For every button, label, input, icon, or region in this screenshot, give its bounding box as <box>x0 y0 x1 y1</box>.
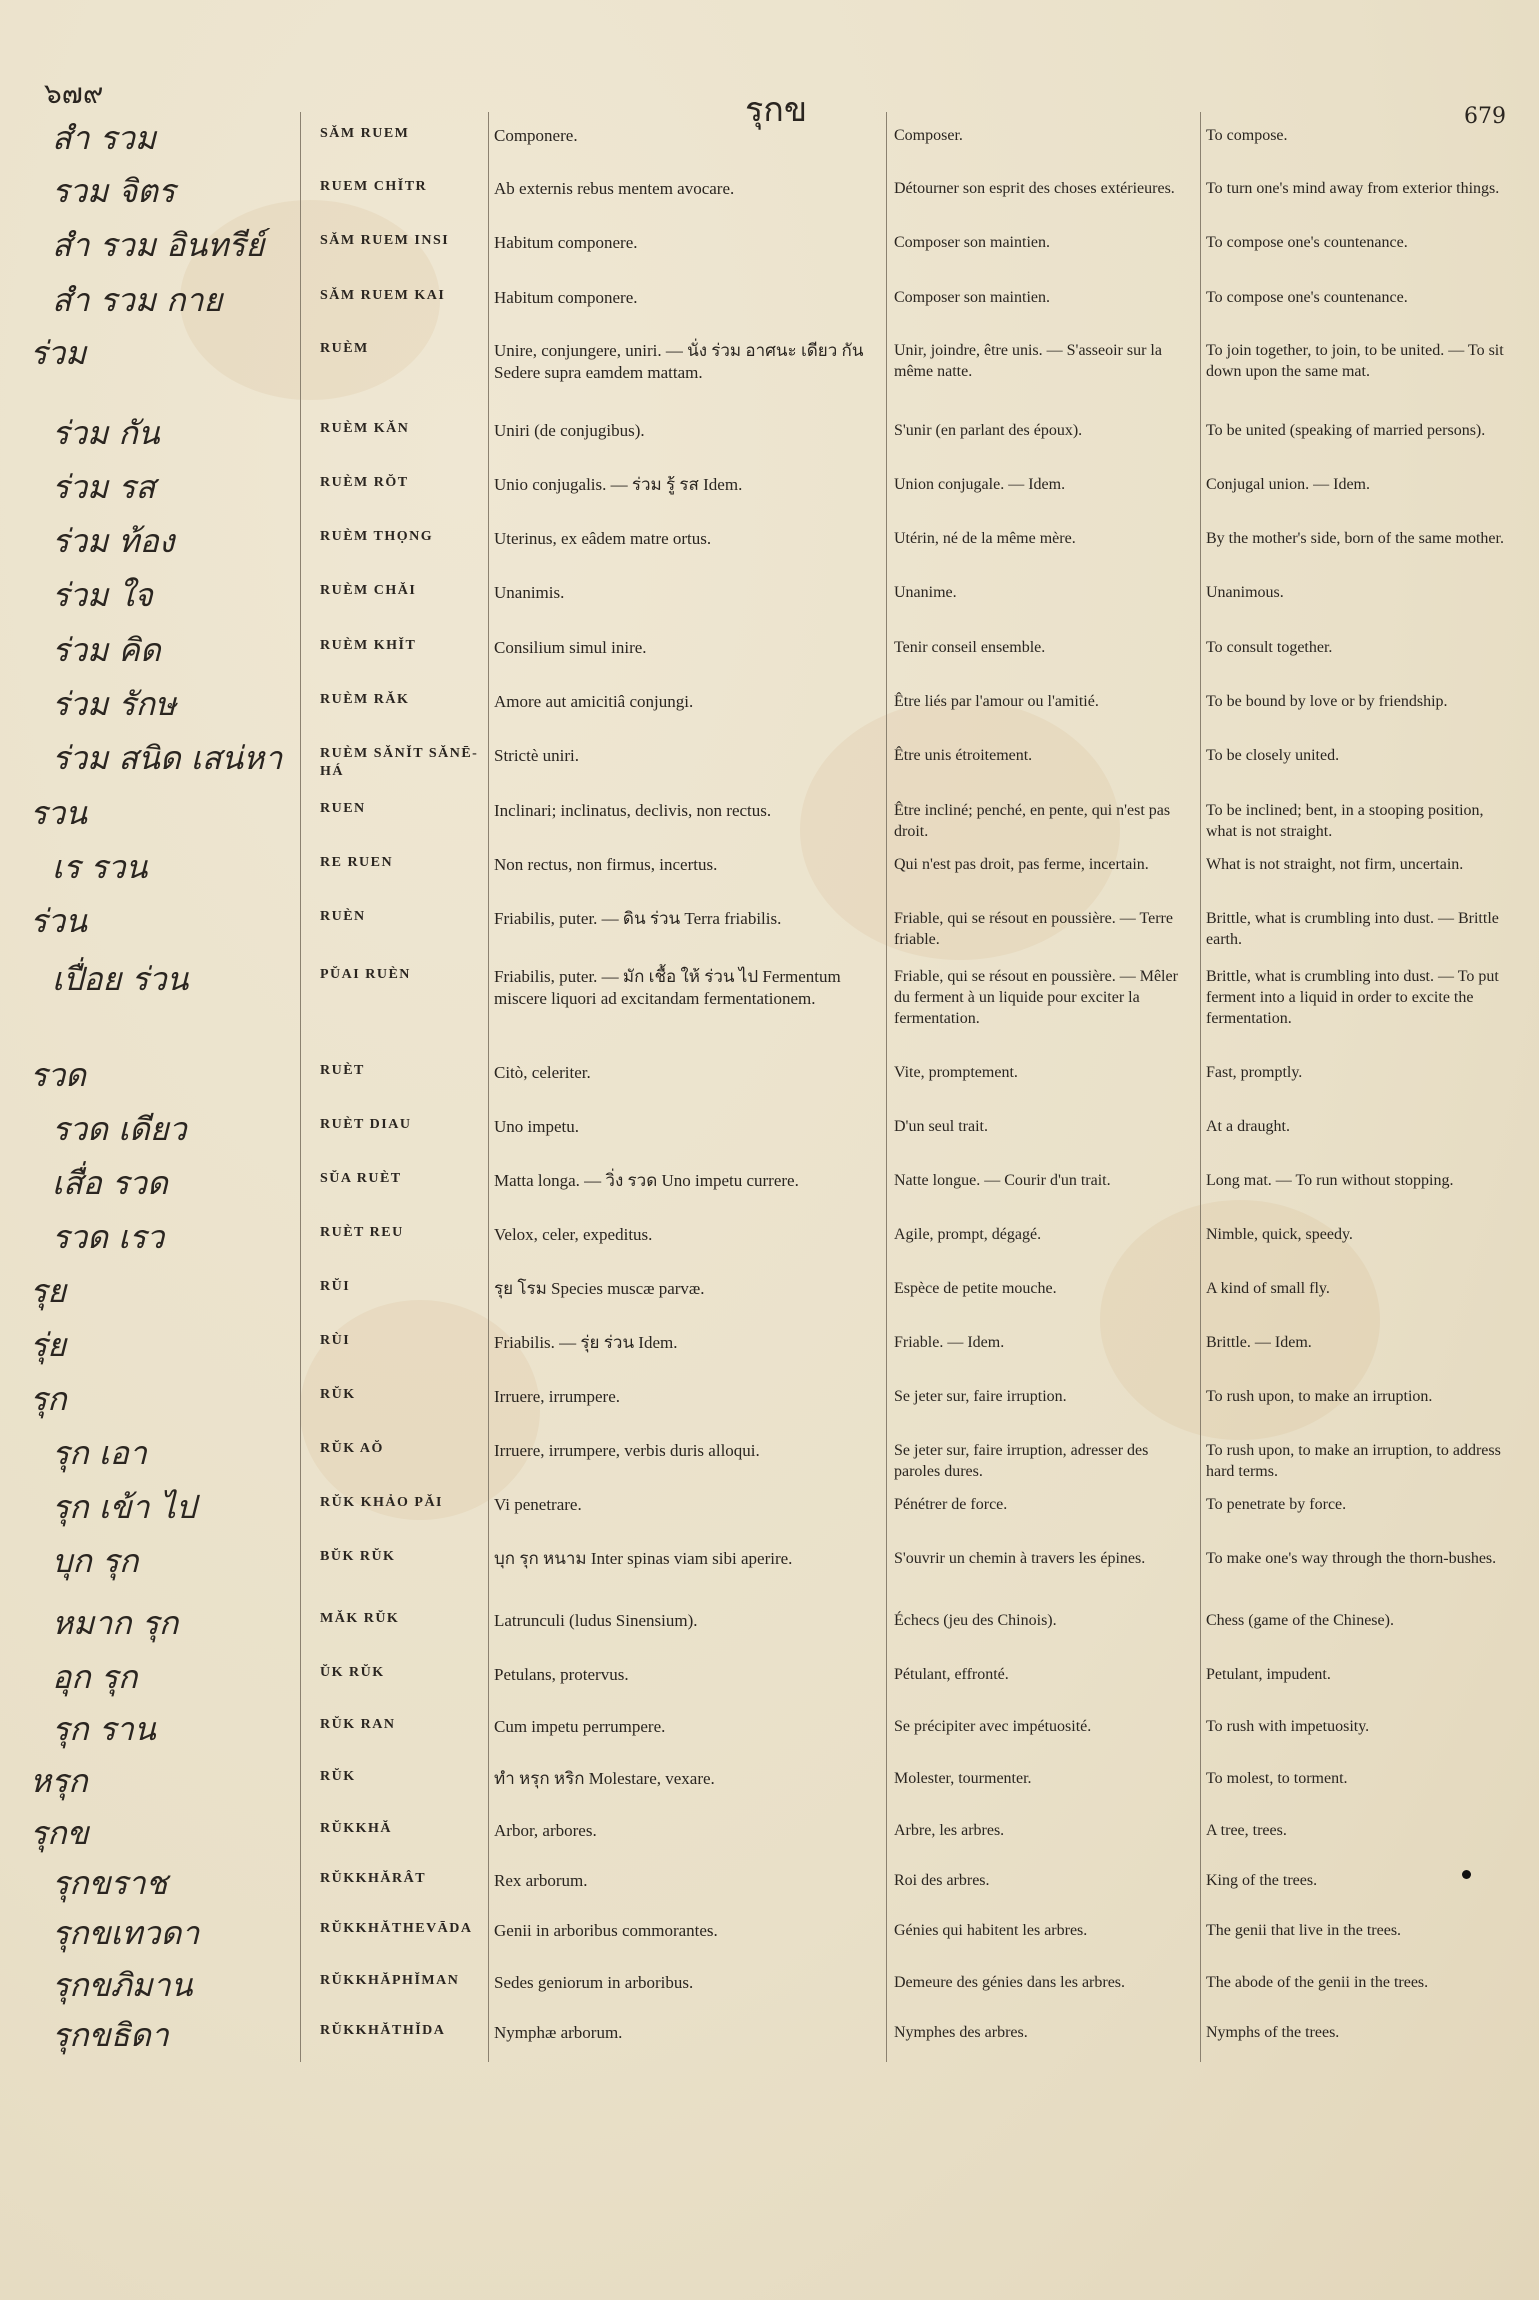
french-definition: Natte longue. — Courir d'un trait. <box>894 1172 1111 1189</box>
french-definition: Unanime. <box>894 584 957 601</box>
thai-headword: รุ่ย <box>30 1326 66 1364</box>
romanization: SǍM RUEM <box>320 126 410 141</box>
thai-headword: รุกขธิดา <box>52 2016 169 2054</box>
french-definition: Échecs (jeu des Chinois). <box>894 1612 1057 1629</box>
english-definition: Chess (game of the Chinese). <box>1206 1612 1394 1629</box>
romanization: RUÈM RǍK <box>320 692 410 707</box>
thai-headword: รวด <box>30 1056 86 1094</box>
thai-headword: รวม จิตร <box>52 172 176 210</box>
french-definition: Qui n'est pas droit, pas ferme, incertain. <box>894 856 1149 873</box>
thai-headword: รวด เรว <box>52 1218 165 1256</box>
english-definition: Brittle, what is crumbling into dust. — Brittle earth. <box>1206 910 1499 948</box>
romanization: RUÈN <box>320 909 366 924</box>
romanization: RŬI <box>320 1279 351 1294</box>
latin-definition: Amore aut amicitiâ conjungi. <box>494 692 694 711</box>
latin-definition: Uterinus, ex eâdem matre ortus. <box>494 529 712 548</box>
latin-definition: Rex arborum. <box>494 1871 588 1890</box>
latin-definition: Nymphæ arborum. <box>494 2023 623 2042</box>
romanization: RUÈM CHǍI <box>320 583 417 598</box>
thai-headword: สำ รวม กาย <box>52 281 223 319</box>
thai-headword: บุก รุก <box>52 1542 139 1580</box>
english-definition: To be inclined; bent, in a stooping position, what is not straight. <box>1206 802 1484 840</box>
french-definition: Composer son maintien. <box>894 234 1050 251</box>
english-definition: To join together, to join, to be united. — To sit down upon the same mat. <box>1206 342 1504 380</box>
latin-definition: Matta longa. — วิ่ง รวด Uno impetu currere. <box>494 1171 799 1190</box>
latin-definition: Irruere, irrumpere, verbis duris alloqui. <box>494 1441 760 1460</box>
english-definition: To rush upon, to make an irruption, to address hard terms. <box>1206 1442 1501 1480</box>
thai-headword: รุย <box>30 1272 66 1310</box>
romanization: SǍM RUEM KAI <box>320 288 446 303</box>
english-definition: To be closely united. <box>1206 747 1340 764</box>
french-definition: Se précipiter avec impétuosité. <box>894 1718 1092 1735</box>
french-definition: D'un seul trait. <box>894 1118 988 1135</box>
english-definition: A tree, trees. <box>1206 1822 1287 1839</box>
latin-definition: Velox, celer, expeditus. <box>494 1225 653 1244</box>
latin-definition: Ab externis rebus mentem avocare. <box>494 179 735 198</box>
thai-headword: รุก <box>30 1380 67 1418</box>
english-definition: Nymphs of the trees. <box>1206 2024 1340 2041</box>
romanization: RUÈM THỌNG <box>320 529 434 544</box>
romanization: RUÈM RŎT <box>320 475 409 490</box>
column-rule <box>488 112 489 2062</box>
french-definition: Friable. — Idem. <box>894 1334 1005 1351</box>
english-definition: At a draught. <box>1206 1118 1290 1135</box>
latin-definition: Friabilis, puter. — ดิน ร่วน Terra friabilis. <box>494 909 782 928</box>
romanization: RŬKKHĂ <box>320 1821 392 1836</box>
thai-headword: ร่วม ท้อง <box>52 522 175 560</box>
thai-headword: ร่วม รส <box>52 468 156 506</box>
thai-headword: รุก เอา <box>52 1434 147 1472</box>
french-definition: Être unis étroitement. <box>894 747 1033 764</box>
latin-definition: Unanimis. <box>494 583 565 602</box>
romanization: RUÈM KHǏT <box>320 638 417 653</box>
english-definition: To make one's way through the thorn-bushes. <box>1206 1550 1497 1567</box>
english-definition: Long mat. — To run without stopping. <box>1206 1172 1454 1189</box>
french-definition: Tenir conseil ensemble. <box>894 639 1046 656</box>
english-definition: Brittle, what is crumbling into dust. — To put ferment into a liquid in order to excite the fermentation. <box>1206 968 1499 1027</box>
french-definition: S'unir (en parlant des époux). <box>894 422 1083 439</box>
latin-definition: Componere. <box>494 126 578 145</box>
thai-headword: หรุก <box>30 1762 88 1800</box>
romanization: RUÈM <box>320 341 369 356</box>
column-rule <box>886 112 887 2062</box>
romanization: RŬK <box>320 1387 356 1402</box>
latin-definition: Uno impetu. <box>494 1117 579 1136</box>
english-definition: To molest, to torment. <box>1206 1770 1348 1787</box>
romanization: RŬKKHĂRÂT <box>320 1871 427 1886</box>
english-definition: To rush with impetuosity. <box>1206 1718 1370 1735</box>
thai-headword: ร่วม ใจ <box>52 576 153 614</box>
french-definition: Arbre, les arbres. <box>894 1822 1005 1839</box>
latin-definition: Strictè uniri. <box>494 746 579 765</box>
french-definition: Demeure des génies dans les arbres. <box>894 1974 1126 1991</box>
french-definition: Se jeter sur, faire irruption. <box>894 1388 1067 1405</box>
french-definition: Friable, qui se résout en poussière. — Terre friable. <box>894 910 1173 948</box>
english-definition: Conjugal union. — Idem. <box>1206 476 1370 493</box>
latin-definition: Habitum componere. <box>494 233 638 252</box>
french-definition: Unir, joindre, être unis. — S'asseoir sur la même natte. <box>894 342 1162 380</box>
english-definition: Unanimous. <box>1206 584 1284 601</box>
romanization: RE RUEN <box>320 855 394 870</box>
english-definition: The abode of the genii in the trees. <box>1206 1974 1429 1991</box>
english-definition: King of the trees. <box>1206 1872 1318 1889</box>
thai-headword: รวด เดียว <box>52 1110 187 1148</box>
latin-definition: Vi penetrare. <box>494 1495 582 1514</box>
latin-definition: ทำ หรุก หริก Molestare, vexare. <box>494 1769 715 1788</box>
romanization: RŬKKHĂTHǏDA <box>320 2023 446 2038</box>
latin-definition: Unire, conjungere, uniri. — นั่ง ร่วม อาศนะ เดียว กัน Sedere supra eamdem mattam. <box>494 341 864 382</box>
thai-page-number: ๖๗๙ <box>44 77 104 110</box>
english-definition: What is not straight, not firm, uncertain. <box>1206 856 1464 873</box>
latin-definition: Friabilis. — รุ่ย ร่วน Idem. <box>494 1333 678 1352</box>
romanization: RUEN <box>320 801 366 816</box>
latin-definition: Irruere, irrumpere. <box>494 1387 621 1406</box>
english-definition: Brittle. — Idem. <box>1206 1334 1312 1351</box>
thai-headword: ร่วม คิด <box>52 631 161 669</box>
thai-headword: เสื่อ รวด <box>52 1164 168 1202</box>
french-definition: Composer son maintien. <box>894 289 1050 306</box>
romanization: RŬK <box>320 1769 356 1784</box>
french-definition: Être incliné; penché, en pente, qui n'est pas droit. <box>894 802 1171 840</box>
french-definition: Union conjugale. — Idem. <box>894 476 1066 493</box>
french-definition: Friable, qui se résout en poussière. — Mêler du ferment à un liquide pour exciter la fermentation. <box>894 968 1178 1027</box>
romanization: RŬK RAN <box>320 1717 396 1732</box>
french-definition: Pétulant, effronté. <box>894 1666 1009 1683</box>
thai-headword: ร่วม รักษ <box>52 685 177 723</box>
english-definition: To compose. <box>1206 127 1288 144</box>
romanization: SŬA RUÈT <box>320 1171 402 1186</box>
english-definition: By the mother's side, born of the same mother. <box>1206 530 1504 547</box>
romanization: MǍK RŬK <box>320 1611 400 1626</box>
thai-headword: เร รวน <box>52 848 148 886</box>
thai-headword: รุกข <box>30 1814 89 1852</box>
romanization: PŬAI RUÈN <box>320 967 411 982</box>
french-definition: Détourner son esprit des choses extérieures. <box>894 180 1175 197</box>
column-rule <box>300 112 301 2062</box>
latin-definition: บุก รุก หนาม Inter spinas viam sibi aperire. <box>494 1549 793 1568</box>
romanization: RŬKKHĂTHEVĀDA <box>320 1921 473 1936</box>
latin-definition: Inclinari; inclinatus, declivis, non rectus. <box>494 801 772 820</box>
english-definition: The genii that live in the trees. <box>1206 1922 1402 1939</box>
english-definition: To be bound by love or by friendship. <box>1206 693 1448 710</box>
thai-headword: รุก ราน <box>52 1710 156 1748</box>
thai-headword: ร่วม กัน <box>52 414 160 452</box>
french-definition: Agile, prompt, dégagé. <box>894 1226 1042 1243</box>
thai-headword: สำ รวม <box>52 119 156 157</box>
french-definition: Espèce de petite mouche. <box>894 1280 1057 1297</box>
ink-spot <box>1462 1870 1471 1879</box>
romanization: RŬKKHĂPHǏMAN <box>320 1973 460 1988</box>
french-definition: Nymphes des arbres. <box>894 2024 1028 2041</box>
thai-headword: ร่วน <box>30 902 88 940</box>
french-definition: Utérin, né de la même mère. <box>894 530 1076 547</box>
english-definition: To compose one's countenance. <box>1206 289 1408 306</box>
page-number: 679 <box>1464 104 1506 129</box>
english-definition: To penetrate by force. <box>1206 1496 1347 1513</box>
english-definition: To consult together. <box>1206 639 1333 656</box>
thai-headword: หมาก รุก <box>52 1604 179 1642</box>
french-definition: Vite, promptement. <box>894 1064 1018 1081</box>
english-definition: Petulant, impudent. <box>1206 1666 1331 1683</box>
english-definition: Nimble, quick, speedy. <box>1206 1226 1353 1243</box>
latin-definition: Uniri (de conjugibus). <box>494 421 645 440</box>
thai-headword: อุก รุก <box>52 1658 138 1696</box>
french-definition: Se jeter sur, faire irruption, adresser des paroles dures. <box>894 1442 1149 1480</box>
romanization: RUÈT REU <box>320 1225 404 1240</box>
thai-headword: รุกขเทวดา <box>52 1914 200 1952</box>
latin-definition: Genii in arboribus commorantes. <box>494 1921 718 1940</box>
romanization: RÙI <box>320 1333 351 1348</box>
thai-headword: รุกขภิมาน <box>52 1966 193 2004</box>
romanization: RUÈT DIAU <box>320 1117 412 1132</box>
english-definition: To compose one's countenance. <box>1206 234 1408 251</box>
french-definition: Pénétrer de force. <box>894 1496 1008 1513</box>
french-definition: S'ouvrir un chemin à travers les épines. <box>894 1550 1146 1567</box>
latin-definition: Petulans, protervus. <box>494 1665 629 1684</box>
latin-definition: Latrunculi (ludus Sinensium). <box>494 1611 698 1630</box>
column-rule <box>1200 112 1201 2062</box>
french-definition: Être liés par l'amour ou l'amitié. <box>894 693 1099 710</box>
romanization: ŬK RŬK <box>320 1665 385 1680</box>
french-definition: Composer. <box>894 127 963 144</box>
english-definition: To be united (speaking of married persons). <box>1206 422 1486 439</box>
thai-headword: รวน <box>30 794 88 832</box>
romanization: RUÈT <box>320 1063 365 1078</box>
thai-headword: เปื่อย ร่วน <box>52 960 189 998</box>
romanization: RUÈM SǍNǏT SǍNĒ-HÁ <box>320 746 479 779</box>
thai-headword: ร่วม <box>30 334 87 372</box>
latin-definition: Habitum componere. <box>494 288 638 307</box>
thai-headword: รุก เข้า ไป <box>52 1488 197 1526</box>
romanization: SǍM RUEM INSI <box>320 233 450 248</box>
thai-headword: ร่วม สนิด เสน่หา <box>52 739 283 777</box>
latin-definition: Consilium simul inire. <box>494 638 647 657</box>
english-definition: A kind of small fly. <box>1206 1280 1330 1297</box>
romanization: RUÈM KǍN <box>320 421 410 436</box>
french-definition: Molester, tourmenter. <box>894 1770 1032 1787</box>
romanization: BŬK RŬK <box>320 1549 396 1564</box>
english-definition: Fast, promptly. <box>1206 1064 1303 1081</box>
latin-definition: Arbor, arbores. <box>494 1821 597 1840</box>
latin-definition: Citò, celeriter. <box>494 1063 591 1082</box>
latin-definition: Friabilis, puter. — มัก เชื้อ ให้ ร่วน ไป Fermentum miscere liquori ad excitandam fermentationem. <box>494 967 841 1008</box>
english-definition: To rush upon, to make an irruption. <box>1206 1388 1433 1405</box>
romanization: RŬK AŎ <box>320 1441 384 1456</box>
latin-definition: Non rectus, non firmus, incertus. <box>494 855 718 874</box>
romanization: RŬK KHẢO PǍI <box>320 1495 443 1510</box>
running-head: รุกข <box>745 90 808 130</box>
thai-headword: สำ รวม อินทรีย์ <box>52 226 265 264</box>
latin-definition: รุย โรม Species muscæ parvæ. <box>494 1279 705 1298</box>
latin-definition: Sedes geniorum in arboribus. <box>494 1973 694 1992</box>
latin-definition: Cum impetu perrumpere. <box>494 1717 666 1736</box>
romanization: RUEM CHǏTR <box>320 179 428 194</box>
thai-headword: รุกขราช <box>52 1864 168 1902</box>
french-definition: Roi des arbres. <box>894 1872 990 1889</box>
english-definition: To turn one's mind away from exterior things. <box>1206 180 1500 197</box>
french-definition: Génies qui habitent les arbres. <box>894 1922 1088 1939</box>
latin-definition: Unio conjugalis. — ร่วม รู้ รส Idem. <box>494 475 743 494</box>
